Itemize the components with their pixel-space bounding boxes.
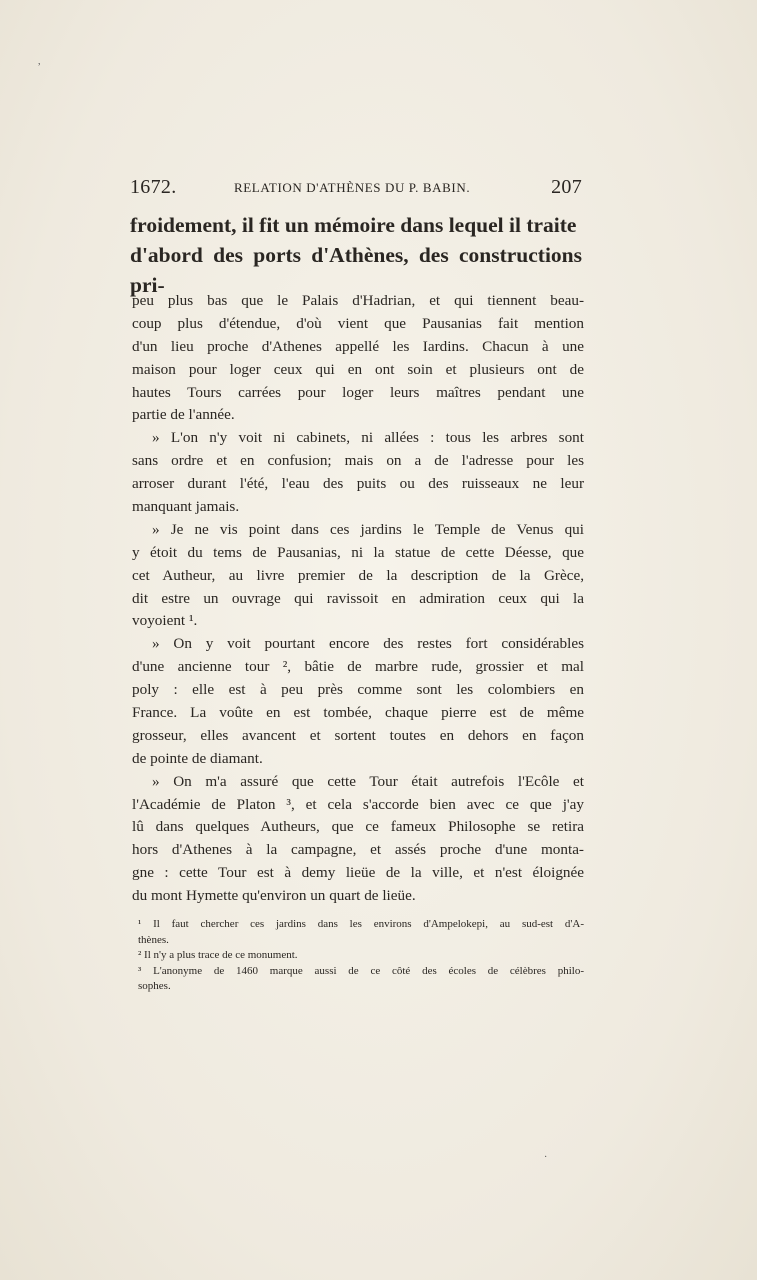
body-line: manquant jamais. [132, 498, 240, 516]
body-line: coup plus d'étendue, d'où vient que Pausanias fait mention [132, 314, 584, 332]
body-line: sans ordre et en confusion; mais on a de l'adresse pour les [132, 452, 584, 470]
body-line: partie de l'année. [132, 406, 235, 424]
body-line: grosseur, elles avancent et sortent toutes en dehors en façon [132, 726, 584, 744]
footnote-line: thènes. [138, 933, 169, 946]
body-line: y étoit du tems de Pausanias, ni la statue de cette Déesse, que [132, 543, 584, 561]
body-line: » On y voit pourtant encore des restes fort considérables [152, 635, 584, 653]
footnote-line: ² Il n'y a plus trace de ce monument. [138, 949, 298, 961]
body-line: l'Académie de Platon ³, et cela s'accorde bien avec ce que j'ay [132, 795, 584, 813]
body-line: du mont Hymette qu'environ un quart de lieüe. [132, 887, 416, 905]
body-line: lû dans quelques Autheurs, que ce fameux Philosophe se retira [132, 818, 584, 836]
running-title: RELATION D'ATHÈNES DU P. BABIN. [234, 180, 471, 195]
body-line: peu plus bas que le Palais d'Hadrian, et qui tiennent beau- [132, 292, 584, 309]
lead-line: d'abord des ports d'Athènes, des constructions pri- [130, 243, 582, 297]
stray-mark: , [38, 56, 41, 67]
footnote-line: sophes. [138, 980, 171, 992]
lead-line: froidement, il fit un mémoire dans lequel il traite [130, 213, 577, 237]
body-line: » L'on n'y voit ni cabinets, ni allées : tous les arbres sont [152, 429, 584, 447]
body-line: d'une ancienne tour ², bâtie de marbre rude, grossier et mal [132, 658, 584, 676]
body-line: » Je ne vis point dans ces jardins le Temple de Venus qui [152, 520, 584, 538]
body-line: arroser durant l'été, l'eau des puits ou des ruisseaux ne leur [132, 475, 584, 493]
header-year: 1672. [130, 176, 177, 198]
footnotes [138, 917, 584, 995]
body-line: hautes Tours carrées pour loger leurs maîtres pendant une [132, 383, 584, 401]
page-number: 207 [551, 176, 582, 198]
body-line: poly : elle est à peu près comme sont les colombiers en [132, 681, 584, 699]
body-line: » On m'a assuré que cette Tour était autrefois l'Ecôle et [152, 772, 584, 790]
body-line: gne : cette Tour est à demy lieüe de la ville, et n'est éloignée [132, 864, 584, 882]
body-line: maison pour loger ceux qui en ont soin et plusieurs ont de [132, 360, 584, 378]
body-line: de pointe de diamant. [132, 749, 263, 767]
body-line: cet Autheur, au livre premier de la description de la Grèce, [132, 566, 584, 584]
lead-paragraph [130, 210, 582, 300]
running-header [130, 176, 582, 206]
body-line: d'un lieu proche d'Athenes appellé les Iardins. Chacun à une [132, 337, 584, 355]
body-line: France. La voûte en est tombée, chaque pierre est de même [132, 704, 584, 722]
body-text [132, 290, 584, 908]
stray-mark: · [544, 1152, 548, 1163]
body-line: hors d'Athenes à la campagne, et assés proche d'une monta- [132, 841, 584, 859]
body-line: voyoient ¹. [132, 612, 198, 630]
footnote-line: ³ L'anonyme de 1460 marque aussi de ce côté des écoles de célèbres philo- [138, 964, 584, 977]
footnote-line: ¹ Il faut chercher ces jardins dans les environs d'Ampelokepi, au sud-est d'A- [138, 918, 584, 930]
body-line: dit estre un ouvrage qui ravissoit en admiration ceux qui la [132, 589, 584, 607]
